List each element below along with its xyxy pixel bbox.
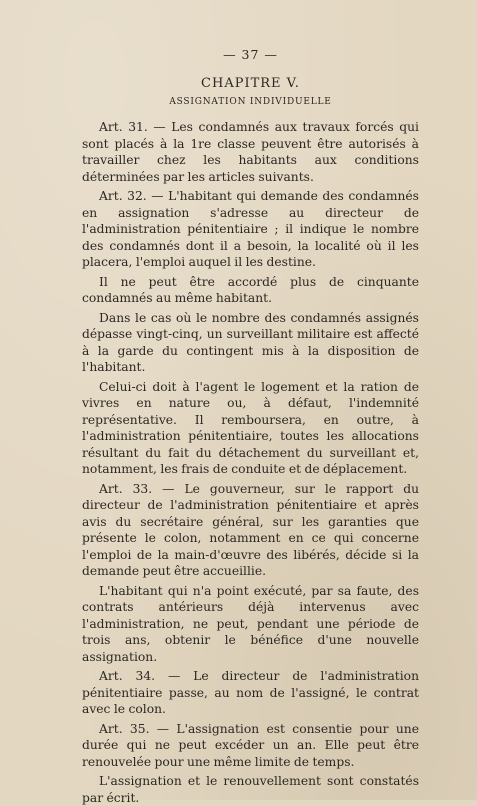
body-text (82, 119, 419, 806)
paragraph-logement: Celui-ci doit à l'agent le logement et la ration de vivres en nature ou, à défaut, l'indemnité représentative. Il remboursera, en outre, à l'administration pénitentiaire, toutes les allocations résultant du fait du détachement du surveillant et, notamment, les frais de conduite et de déplacement. (82, 379, 419, 476)
page-number: — 37 — (223, 47, 278, 62)
chapter-title: CHAPITRE V. (201, 76, 300, 91)
paragraph-art-31: Art. 31. — Les condamnés aux travaux forcés qui sont placés à la 1re classe peuvent être autorisés à travailler chez les habitants aux conditions déterminées par les articles suivants. (82, 120, 419, 184)
paragraph-contrats-anterieurs: L'habitant qui n'a point exécuté, par sa faute, des contrats antérieurs déjà intervenus avec l'administration, ne peut, pendant une période de trois ans, obtenir le bénéfice d'une nouvelle assignation. (82, 583, 419, 664)
section-title: ASSIGNATION INDIVIDUELLE (169, 97, 332, 107)
paragraph-surveillant: Dans le cas où le nombre des condamnés assignés dépasse vingt-cinq, un surveillant militaire est affecté à la garde du contingent mis à la disposition de l'habitant. (82, 310, 419, 374)
paragraph-constates-par-ecrit: L'assignation et le renouvellement sont constatés par écrit. (82, 774, 419, 805)
paragraph-limit-fifty: Il ne peut être accordé plus de cinquante condamnés au même habitant. (82, 274, 419, 305)
paragraph-art-32: Art. 32. — L'habitant qui demande des condamnés en assignation s'adresse au directeur de l'administration pénitentiaire ; il indique le nombre des condamnés dont il a besoin, la localité où il les placera, l'emploi auquel il les destine. (82, 189, 419, 269)
paragraph-art-34: Art. 34. — Le directeur de l'administration pénitentiaire passe, au nom de l'assigné, le contrat avec le colon. (82, 669, 419, 716)
paragraph-art-33: Art. 33. — Le gouverneur, sur le rapport du directeur de l'administration pénitentiaire et après avis du secrétaire général, sur les garanties que présente le colon, notamment en ce qui concerne l'emploi de la main-d'œuvre des libérés, décide si la demande peut être accueillie. (82, 481, 419, 578)
paragraph-art-35: Art. 35. — L'assignation est consentie pour une durée qui ne peut excéder un an. Elle peut être renouvelée pour une même limite de temps. (82, 721, 419, 769)
